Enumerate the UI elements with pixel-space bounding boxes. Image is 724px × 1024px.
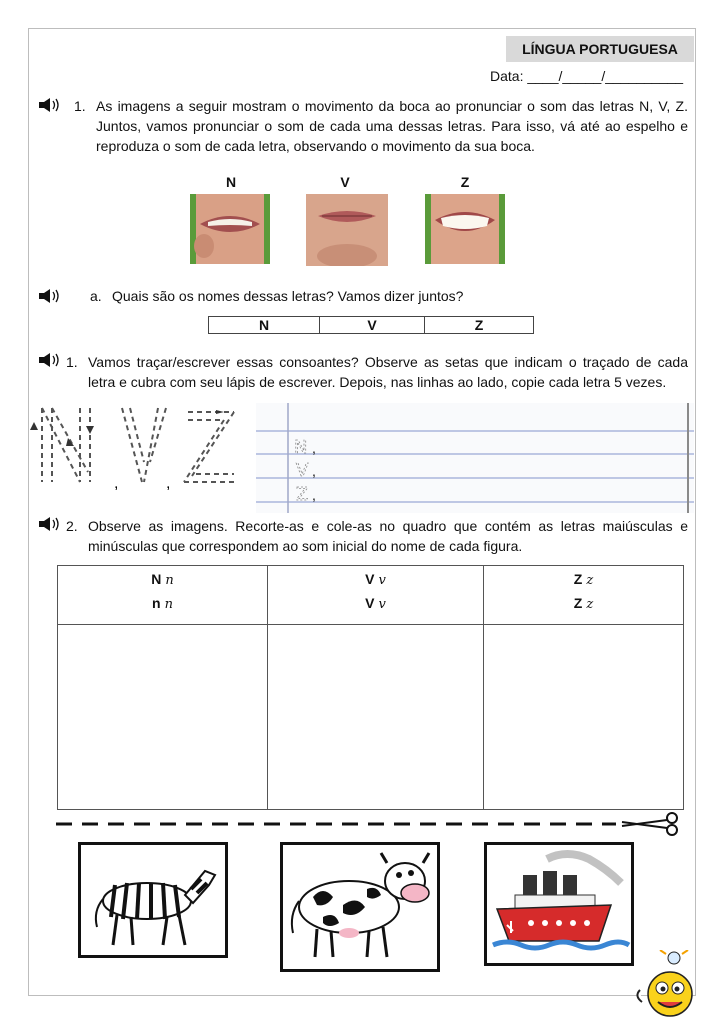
letters-table — [208, 316, 534, 334]
picture-zebra[interactable] — [78, 842, 228, 958]
paste-area-z[interactable] — [484, 625, 684, 810]
date-field[interactable]: Data: ____/_____/__________ — [490, 68, 684, 84]
speaker-icon — [38, 516, 62, 532]
mouth-label-z: Z — [460, 174, 470, 190]
paste-area-n[interactable] — [58, 625, 268, 810]
cursive-letter: v — [378, 597, 386, 612]
comma: , — [114, 475, 119, 492]
letter-cell: Z — [425, 317, 534, 334]
mouth-label-v: V — [340, 174, 350, 190]
comma: , — [312, 487, 316, 503]
question-number: a. — [90, 288, 102, 304]
mouth-photo-v — [306, 194, 388, 266]
tracing-letters[interactable] — [30, 402, 236, 492]
notebook-lines[interactable] — [256, 403, 694, 513]
upper-letter: V — [365, 571, 375, 587]
upper-letter: N — [151, 571, 162, 587]
cursive-letter: v — [378, 573, 386, 588]
question-1 — [74, 96, 688, 160]
trace-letter-n: N — [294, 437, 308, 458]
question-a — [90, 286, 590, 306]
lower-letter: n — [152, 595, 161, 611]
question-text: Vamos traçar/escrever essas consoantes? Observe as setas que indicam o traçado de cada letra e cubra com seu lápis de escrever. Depois, nas linhas ao lado, copie cada letra 5 vezes. — [88, 354, 688, 390]
lower-letter: V — [365, 595, 375, 611]
speaker-icon — [38, 288, 62, 304]
question-text: Quais são os nomes dessas letras? Vamos dizer juntos? — [112, 288, 464, 304]
letter-cell: N — [209, 317, 320, 334]
paste-area-v[interactable] — [268, 625, 484, 810]
cursive-letter: n — [164, 597, 173, 612]
question-number: 2. — [66, 518, 78, 534]
speaker-icon — [38, 352, 62, 368]
question-number: 1. — [66, 354, 78, 370]
comma: , — [312, 463, 316, 479]
sorting-table — [57, 565, 684, 810]
column-header-v — [268, 566, 484, 625]
speaker-icon — [38, 97, 62, 113]
column-header-z — [484, 566, 684, 625]
mouth-label-n: N — [225, 174, 237, 190]
question-text: As imagens a seguir mostram o movimento da boca ao pronunciar o som das letras N, V, Z. Juntos, vamos pronunciar o som de cada uma dessas letras. Para isso, vá até ao espelho e reproduza o som de cada letra, observando o movimento da sua boca. — [96, 98, 688, 154]
lightbulb-mascot-icon — [630, 950, 702, 1020]
question-cut — [66, 516, 688, 558]
comma: , — [312, 440, 316, 456]
trace-letter-z: Z — [296, 484, 309, 505]
comma: , — [166, 475, 171, 492]
cursive-letter: z — [586, 573, 594, 588]
cursive-letter: n — [165, 573, 174, 588]
cursive-letter: z — [586, 597, 594, 612]
lower-letter: Z — [573, 595, 583, 611]
column-header-n — [58, 566, 268, 625]
picture-ship[interactable] — [484, 842, 634, 966]
picture-cow[interactable] — [280, 842, 440, 972]
question-trace — [66, 352, 688, 394]
mouth-photo-n — [190, 194, 270, 264]
subject-banner: LÍNGUA PORTUGUESA — [506, 36, 694, 62]
trace-letter-v: V — [296, 460, 309, 481]
letter-cell: V — [320, 317, 425, 334]
mouth-photo-z — [425, 194, 505, 264]
cut-line — [56, 812, 688, 836]
scissors-icon — [622, 813, 677, 835]
question-text: Observe as imagens. Recorte-as e cole-as no quadro que contém as letras maiúsculas e minúsculas que correspondem ao som inicial do nome de cada figura. — [88, 518, 688, 554]
upper-letter: Z — [573, 571, 583, 587]
question-number: 1. — [74, 98, 86, 114]
